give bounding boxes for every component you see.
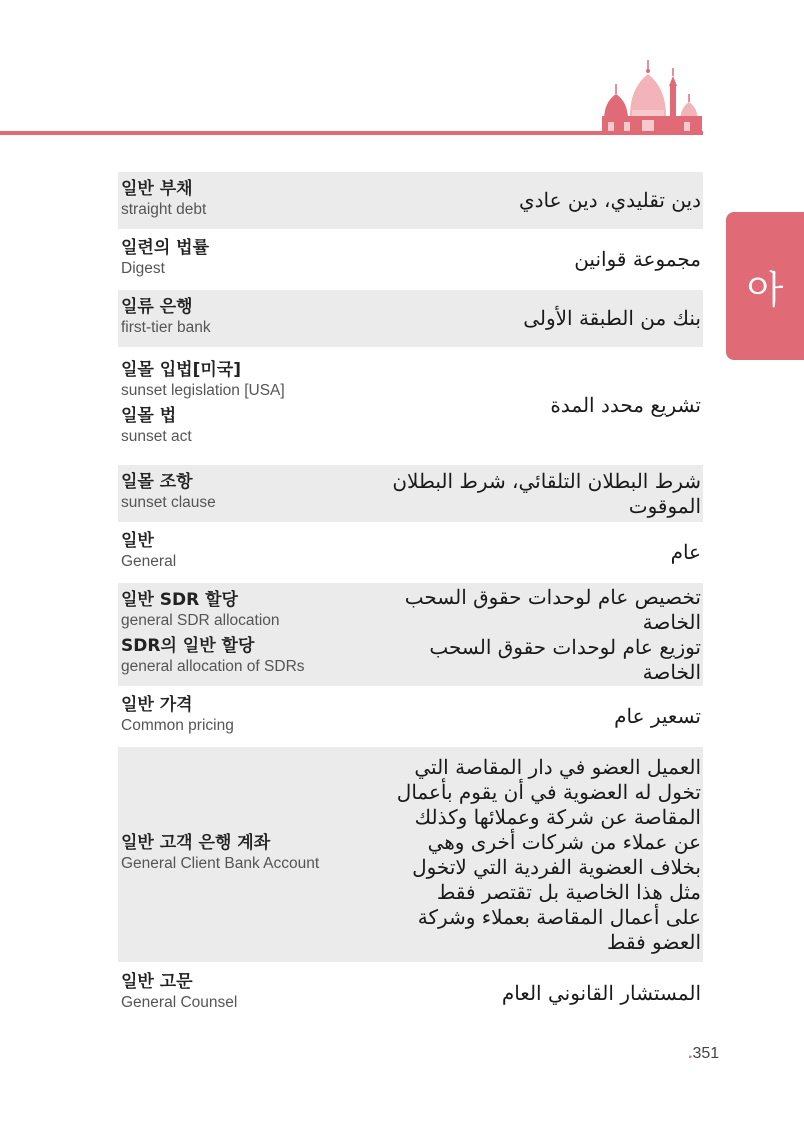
- korean-term: 일류 은행: [121, 296, 193, 317]
- glossary-entry: [118, 965, 703, 1022]
- korean-term: 일몰 입법[미국]: [121, 360, 241, 380]
- english-term: sunset clause: [121, 493, 216, 511]
- arabic-translation: تخصيص عام لوحدات حقوق السحب الخاصة توزيع عام لوحدات حقوق السحب الخاصة: [404, 584, 701, 684]
- korean-term: 일반 고객 은행 계좌: [121, 832, 271, 853]
- arabic-translation: تسعير عام: [614, 704, 701, 728]
- glossary-entry: [118, 524, 703, 581]
- english-term: General: [121, 552, 177, 570]
- english-term: sunset legislation [USA]: [121, 382, 285, 399]
- term-column: [118, 971, 378, 1017]
- arabic-translation: المستشار القانوني العام: [501, 981, 701, 1005]
- term-column: [118, 832, 378, 878]
- arabic-translation: شرط البطلان التلقائي، شرط البطلان الموقوت: [392, 468, 701, 518]
- arabic-translation: عام: [670, 540, 701, 564]
- korean-term: 일반 고문: [121, 971, 193, 992]
- arabic-translation: تشريع محدد المدة: [550, 392, 701, 417]
- page-number: .351: [688, 1045, 720, 1062]
- english-term: first-tier bank: [121, 318, 211, 336]
- korean-term: SDR의 일반 할당: [121, 635, 255, 656]
- term-column: [118, 589, 378, 681]
- english-term: General Client Bank Account: [121, 854, 320, 872]
- korean-term: 일련의 법률: [121, 237, 210, 258]
- term-column: [118, 178, 378, 224]
- glossary-entry: [118, 583, 703, 686]
- english-term: sunset act: [121, 428, 192, 445]
- glossary-entry: [118, 290, 703, 347]
- term-column: [118, 359, 378, 451]
- term-column: [118, 694, 378, 740]
- term-column: [118, 237, 378, 283]
- header-rule: [0, 131, 703, 135]
- term-column: [118, 471, 378, 517]
- mosque-illustration: [598, 58, 704, 134]
- english-term: General Counsel: [121, 993, 238, 1011]
- glossary-entry: [118, 465, 703, 522]
- term-column: [118, 296, 378, 342]
- english-term: general allocation of SDRs: [121, 657, 305, 675]
- english-term: general SDR allocation: [121, 611, 280, 629]
- korean-term: 일몰 조항: [121, 471, 193, 492]
- arabic-translation: مجموعة قوانين: [574, 247, 701, 271]
- glossary-entry: [118, 172, 703, 229]
- glossary-entry: [118, 688, 703, 745]
- arabic-translation: العميل العضو في دار المقاصة التي تخول له العضوية في أن يقوم بأعمال المقاصة عن شركة وعملائها وكذلك عن عملاء من شركات أخرى وهي بخلاف العضوية الفردية التي لاتخول مثل هذا الخاصية بل تقتصر فقط على أعمال المقاصة بعملاء وشركة العضو فقط: [396, 754, 701, 954]
- section-tab-label: 아: [746, 267, 784, 312]
- term-column: [118, 530, 378, 576]
- korean-term: 일반 부채: [121, 178, 193, 199]
- korean-term: 일반: [121, 530, 154, 551]
- english-term: Common pricing: [121, 716, 234, 734]
- english-term: Digest: [121, 259, 165, 277]
- korean-term: 일몰 법: [121, 406, 177, 426]
- glossary-entry: [118, 350, 703, 460]
- section-tab: [726, 212, 804, 360]
- glossary-entry: [118, 747, 703, 962]
- korean-term: 일반 가격: [121, 694, 193, 715]
- korean-term: 일반 SDR 할당: [121, 589, 238, 610]
- glossary-entry: [118, 231, 703, 288]
- english-term: straight debt: [121, 200, 207, 218]
- arabic-translation: دين تقليدي، دين عادي: [518, 188, 701, 212]
- arabic-translation: بنك من الطبقة الأولى: [523, 306, 701, 330]
- page-dot: .: [688, 1045, 693, 1062]
